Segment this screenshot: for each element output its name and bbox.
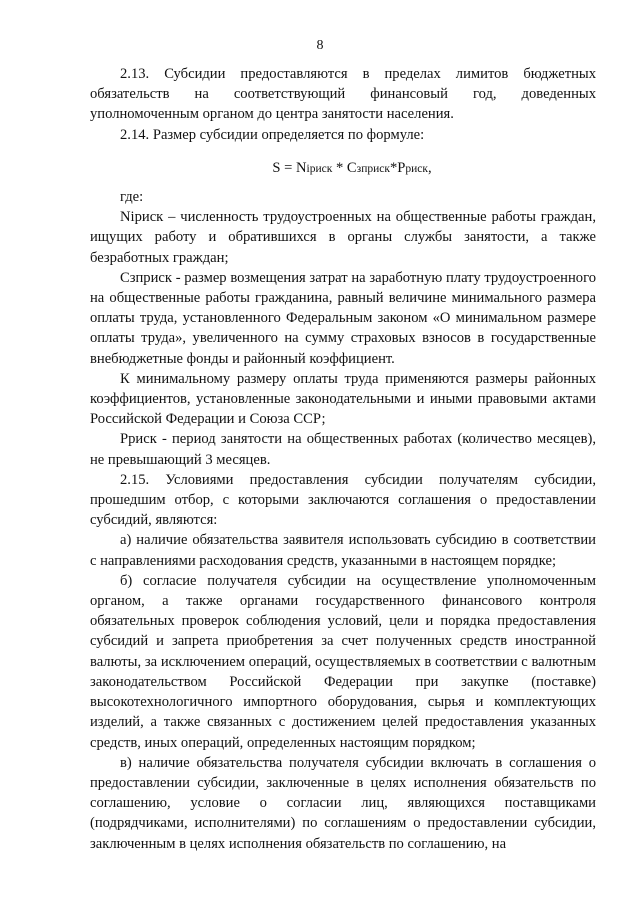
paragraph-2-15: 2.15. Условиями предоставления субсидии получателям субсидии, прошедшим отбор, с которыми заключаются соглашения о предоставлении субсидий, являются:	[90, 471, 596, 529]
condition-a: а) наличие обязательства заявителя использовать субсидию в соответствии с направлениями расходования средств, указанными в настоящем порядке;	[90, 532, 596, 569]
definition-n-text: – численность трудоустроенных на общественные работы граждан, ищущих работу и обратившихся в органы службы занятости, а также безработных граждан;	[90, 209, 596, 266]
symbol-c: Cзприск	[120, 269, 172, 286]
formula-mult2: *P	[389, 159, 406, 176]
condition-c: в) наличие обязательства получателя субсидии включать в соглашения о предоставлении субсидии, заключенные в целях исполнения обязательств по соглашению, условие о согласии лиц, являющихся поставщиками (подрядчиками, исполнителями) по соглашениям о предоставлении субсидии, заключенным в целях исполнения обязательств по соглашению, на	[90, 754, 596, 852]
condition-b: б) согласие получателя субсидии на осуществление уполномоченным органом, а также органами государственного финансового контроля обязательных проверок соблюдения условий, цели и порядка предоставления субсидий и запрета приобретения за счет полученных средств иностранной валюты, за исключением операций, осуществляемых в соответствии с валютным законодательством Российской Федерации при закупке (поставке) высокотехнологичного импортного оборудования, сырья и комплектующих изделий, а также связанных с достижением целей предоставления указанных средств, иных операций, определенных настоящим порядком;	[90, 572, 596, 751]
definition-p	[90, 429, 596, 469]
paragraph-2-14: 2.14. Размер субсидии определяется по формуле:	[120, 126, 425, 143]
formula-tail: ,	[427, 159, 432, 176]
symbol-p: Pриск	[120, 431, 157, 448]
definition-c	[90, 268, 596, 369]
formula-s: S = N	[272, 159, 307, 176]
formula-p-sub: риск	[405, 162, 428, 175]
formula-n-sub: iриск	[306, 162, 333, 175]
definition-c-text: - размер возмещения затрат на заработную плату трудоустроенного на общественные работы гражданина, равный величине минимального размера оплаты труда, установленного Федеральным законом «О минимальном размере оплаты труда», увеличенного на сумму страховых взносов в государственные внебюджетные фонды и районный коэффициент.	[90, 269, 596, 367]
regional-coefficients: К минимальному размеру оплаты труда применяются размеры районных коэффициентов, установленные законодательными и иными правовыми актами Российской Федерации и Союза ССР;	[90, 370, 596, 428]
definition-p-text: - период занятости на общественных работах (количество месяцев), не превышающий 3 месяцев.	[90, 431, 596, 468]
formula-mult1: * C	[332, 159, 357, 176]
definition-n	[90, 207, 596, 268]
document-body	[90, 64, 596, 854]
formula-c-sub: зприск	[356, 162, 390, 175]
page-number: 8	[316, 38, 324, 53]
symbol-n: Niриск	[120, 209, 164, 226]
paragraph-2-13: 2.13. Субсидии предоставляются в пределах лимитов бюджетных обязательств на соответствующий финансовый год, доведенных уполномоченным органом до центра занятости населения.	[90, 66, 596, 123]
subsidy-formula	[108, 158, 596, 179]
where-label: где:	[120, 189, 144, 206]
